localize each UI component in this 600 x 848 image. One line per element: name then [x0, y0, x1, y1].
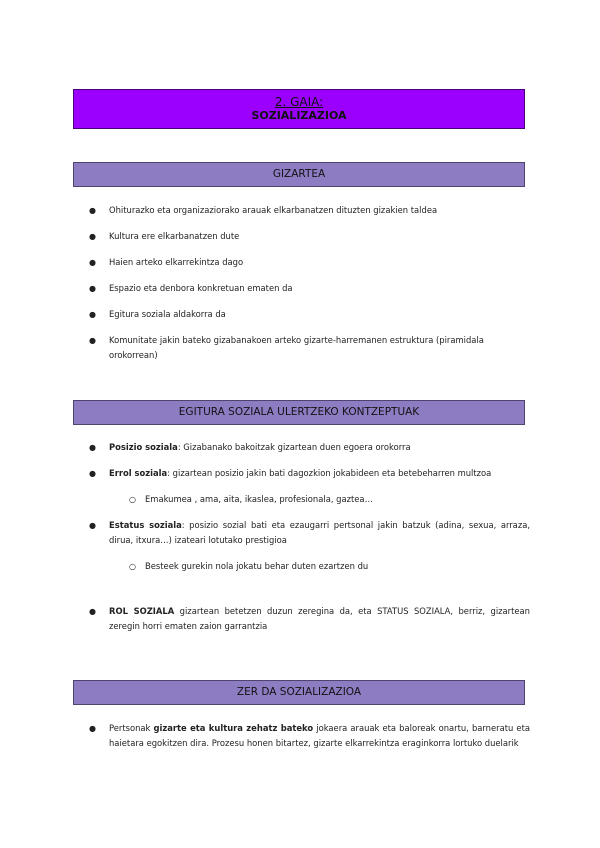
bullet-icon: ● [89, 336, 96, 345]
bullet-icon: ● [89, 258, 96, 267]
list-item-estatus: ● Estatus soziala: posizio sozial bati eta ezaugarri pertsonal jakin batzuk (adina, sexua, arraza, dirua, itxura…) izateari lotutako prestigioa [89, 520, 531, 545]
bullet-icon: ● [89, 232, 96, 241]
egitura-list [85, 440, 530, 634]
list-item: ● Haien arteko elkarrekintza dago [85, 255, 530, 270]
term-estatus: Estatus soziala [109, 520, 182, 530]
bullet-icon: ● [89, 521, 96, 530]
list-item-rol: ● ROL SOZIALA gizartean betetzen duzun zeregina da, eta STATUS SOZIALA, berriz, gizartean zeregin horri ematen zaion garrantzia [89, 606, 530, 631]
term-posizio: Posizio soziala [109, 442, 178, 452]
list-item: ● Egitura soziala aldakorra da [85, 307, 530, 322]
bullet-icon: ● [89, 724, 96, 733]
list-item: ● Kultura ere elkarbanatzen dute [85, 229, 530, 244]
gizartea-list [85, 203, 530, 363]
bullet-icon: ● [89, 443, 96, 452]
list-item-posizio: ● Posizio soziala: Gizabanako bakoitzak gizartean duen egoera orokorra [85, 440, 530, 455]
section-header-gizartea: GIZARTEA [73, 162, 525, 187]
chapter-number: 2. GAIA: [274, 95, 324, 109]
bullet-icon: ● [89, 310, 96, 319]
list-item: ● Komunitate jakin bateko gizabanakoen arteko gizarte-harremanen estruktura (piramidala orokorrean) [89, 335, 484, 360]
zer-da-list [85, 721, 530, 751]
section-header-egitura: EGITURA SOZIALA ULERTZEKO KONTZEPTUAK [73, 400, 525, 425]
sub-bullet-icon: ○ [129, 495, 136, 504]
term-rol: ROL SOZIALA [109, 606, 175, 616]
section-header-zer-da: ZER DA SOZIALIZAZIOA [73, 680, 525, 705]
sub-item-estatus: ○ Besteek gurekin nola jokatu behar duten ezartzen du [85, 559, 530, 574]
sub-item-errol: ○ Emakumea , ama, aita, ikaslea, profesionala, gaztea… [85, 492, 530, 507]
chapter-title: SOZIALIZAZIOA [251, 109, 347, 122]
bullet-icon: ● [89, 469, 96, 478]
list-item: ● Ohiturazko eta organizaziorako arauak elkarbanatzen dituzten gizakien taldea [85, 203, 530, 218]
bullet-icon: ● [89, 284, 96, 293]
document-title-box [73, 89, 525, 129]
list-item: ● Pertsonak gizarte eta kultura zehatz bateko jokaera arauak eta baloreak onartu, barneratu eta haietara egokitzen dira. Prozesu honen bitartez, gizarte elkarrekintza eraginkorra lortuko duelarik [89, 723, 530, 748]
list-item-errol: ● Errol soziala: gizartean posizio jakin bati dagozkion jokabideen eta betebeharren multzoa [85, 466, 530, 481]
bullet-icon: ● [89, 206, 96, 215]
bullet-icon: ● [89, 607, 96, 616]
bold-phrase: gizarte eta kultura zehatz bateko [153, 723, 314, 733]
term-errol: Errol soziala [109, 468, 168, 478]
sub-bullet-icon: ○ [129, 562, 136, 571]
list-item: ● Espazio eta denbora konkretuan ematen da [85, 281, 530, 296]
